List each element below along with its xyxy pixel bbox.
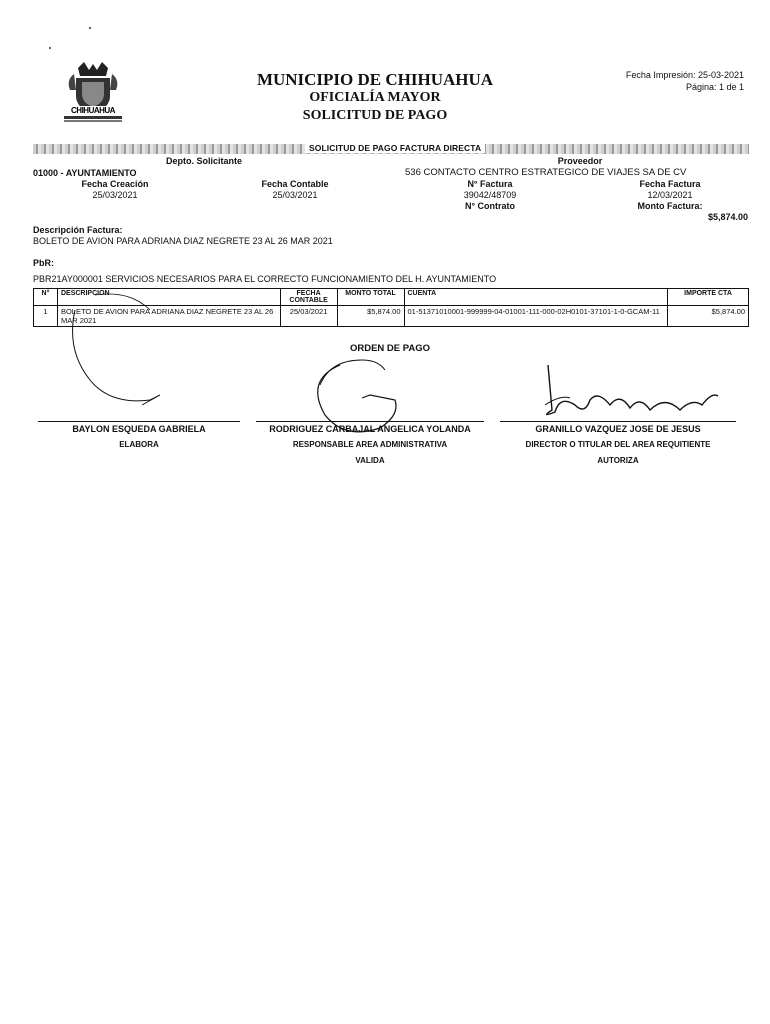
signer-action-valida: VALIDA	[355, 456, 385, 465]
oficialia-title: OFICIALÍA MAYOR	[309, 90, 441, 105]
row-fecha: 25/03/2021	[280, 306, 337, 327]
signer-name-autoriza: GRANILLO VAZQUEZ JOSE DE JESUS	[535, 424, 701, 434]
contrato-label: N° Contrato	[464, 201, 516, 211]
banner-label: SOLICITUD DE PAGO FACTURA DIRECTA	[305, 143, 485, 153]
pbr-value: PBR21AY000001 SERVICIOS NECESARIOS PARA EL CORRECTO FUNCIONAMIENTO DEL H. AYUNTAMIENTO	[33, 274, 497, 284]
descripcion-label: Descripción Factura:	[33, 225, 123, 235]
row-monto: $5,874.00	[337, 306, 404, 327]
solicitud-title: SOLICITUD DE PAGO	[302, 108, 448, 123]
factura-label: N° Factura	[467, 179, 513, 189]
depto-value: 01000 - AYUNTAMIENTO	[33, 168, 137, 178]
fecha-factura-label: Fecha Factura	[639, 179, 701, 189]
col-importe: IMPORTE CTA	[668, 289, 749, 306]
fecha-creacion: 25/03/2021	[92, 190, 138, 200]
fecha-contable-label: Fecha Contable	[261, 179, 329, 189]
signer-role-autoriza: DIRECTOR O TITULAR DEL AREA REQUITIENTE	[525, 440, 711, 449]
col-fecha: FECHA CONTABLE	[280, 289, 337, 306]
col-descripcion: DESCRIPCION	[57, 289, 280, 306]
proveedor-label: Proveedor	[557, 156, 603, 166]
monto-factura: $5,874.00	[707, 212, 748, 222]
signer-action-autoriza: AUTORIZA	[597, 456, 639, 465]
signer-role-valida: RESPONSABLE AREA ADMINISTRATIVA	[292, 440, 448, 449]
col-monto: MONTO TOTAL	[337, 289, 404, 306]
factura-number: 39042/48709	[463, 190, 517, 200]
signer-name-valida: RODRIGUEZ CARBAJAL ANGELICA YOLANDA	[269, 424, 471, 434]
fecha-creacion-label: Fecha Creación	[81, 179, 149, 189]
row-descripcion: BOLETO DE AVION PARA ADRIANA DIAZ NEGRETE 23 AL 26 MAR 2021	[57, 306, 280, 327]
pbr-label: PbR:	[33, 258, 54, 268]
signature-line	[38, 421, 240, 422]
row-cuenta: 01-51371010001-999999-04-01001-111-000-02H0101-37101-1-0-GCAM-11	[404, 306, 668, 327]
handwritten-signatures	[0, 0, 770, 480]
signature-line	[500, 421, 736, 422]
fecha-contable: 25/03/2021	[272, 190, 318, 200]
signature-line	[256, 421, 484, 422]
proveedor-value: 536 CONTACTO CENTRO ESTRATEGICO DE VIAJES SA DE CV	[405, 167, 687, 178]
fecha-impresion: Fecha Impresión: 25-03-2021	[625, 70, 744, 80]
descripcion-value: BOLETO DE AVION PARA ADRIANA DIAZ NEGRETE 23 AL 26 MAR 2021	[33, 236, 333, 246]
col-cuenta: CUENTA	[404, 289, 668, 306]
signer-role-elabora: ELABORA	[119, 440, 159, 449]
monto-factura-label: Monto Factura:	[637, 201, 703, 211]
municipio-title: MUNICIPIO DE CHIHUAHUA	[256, 70, 494, 89]
col-num: N°	[34, 289, 58, 306]
pagina: Página: 1 de 1	[685, 82, 744, 92]
row-num: 1	[34, 306, 58, 327]
orden-de-pago-title: ORDEN DE PAGO	[349, 343, 431, 354]
logo-text: CHIHUAHUA	[62, 106, 124, 115]
signer-name-elabora: BAYLON ESQUEDA GABRIELA	[72, 424, 206, 434]
depto-label: Depto. Solicitante	[166, 156, 243, 166]
fecha-factura: 12/03/2021	[647, 190, 693, 200]
row-importe: $5,874.00	[668, 306, 749, 327]
